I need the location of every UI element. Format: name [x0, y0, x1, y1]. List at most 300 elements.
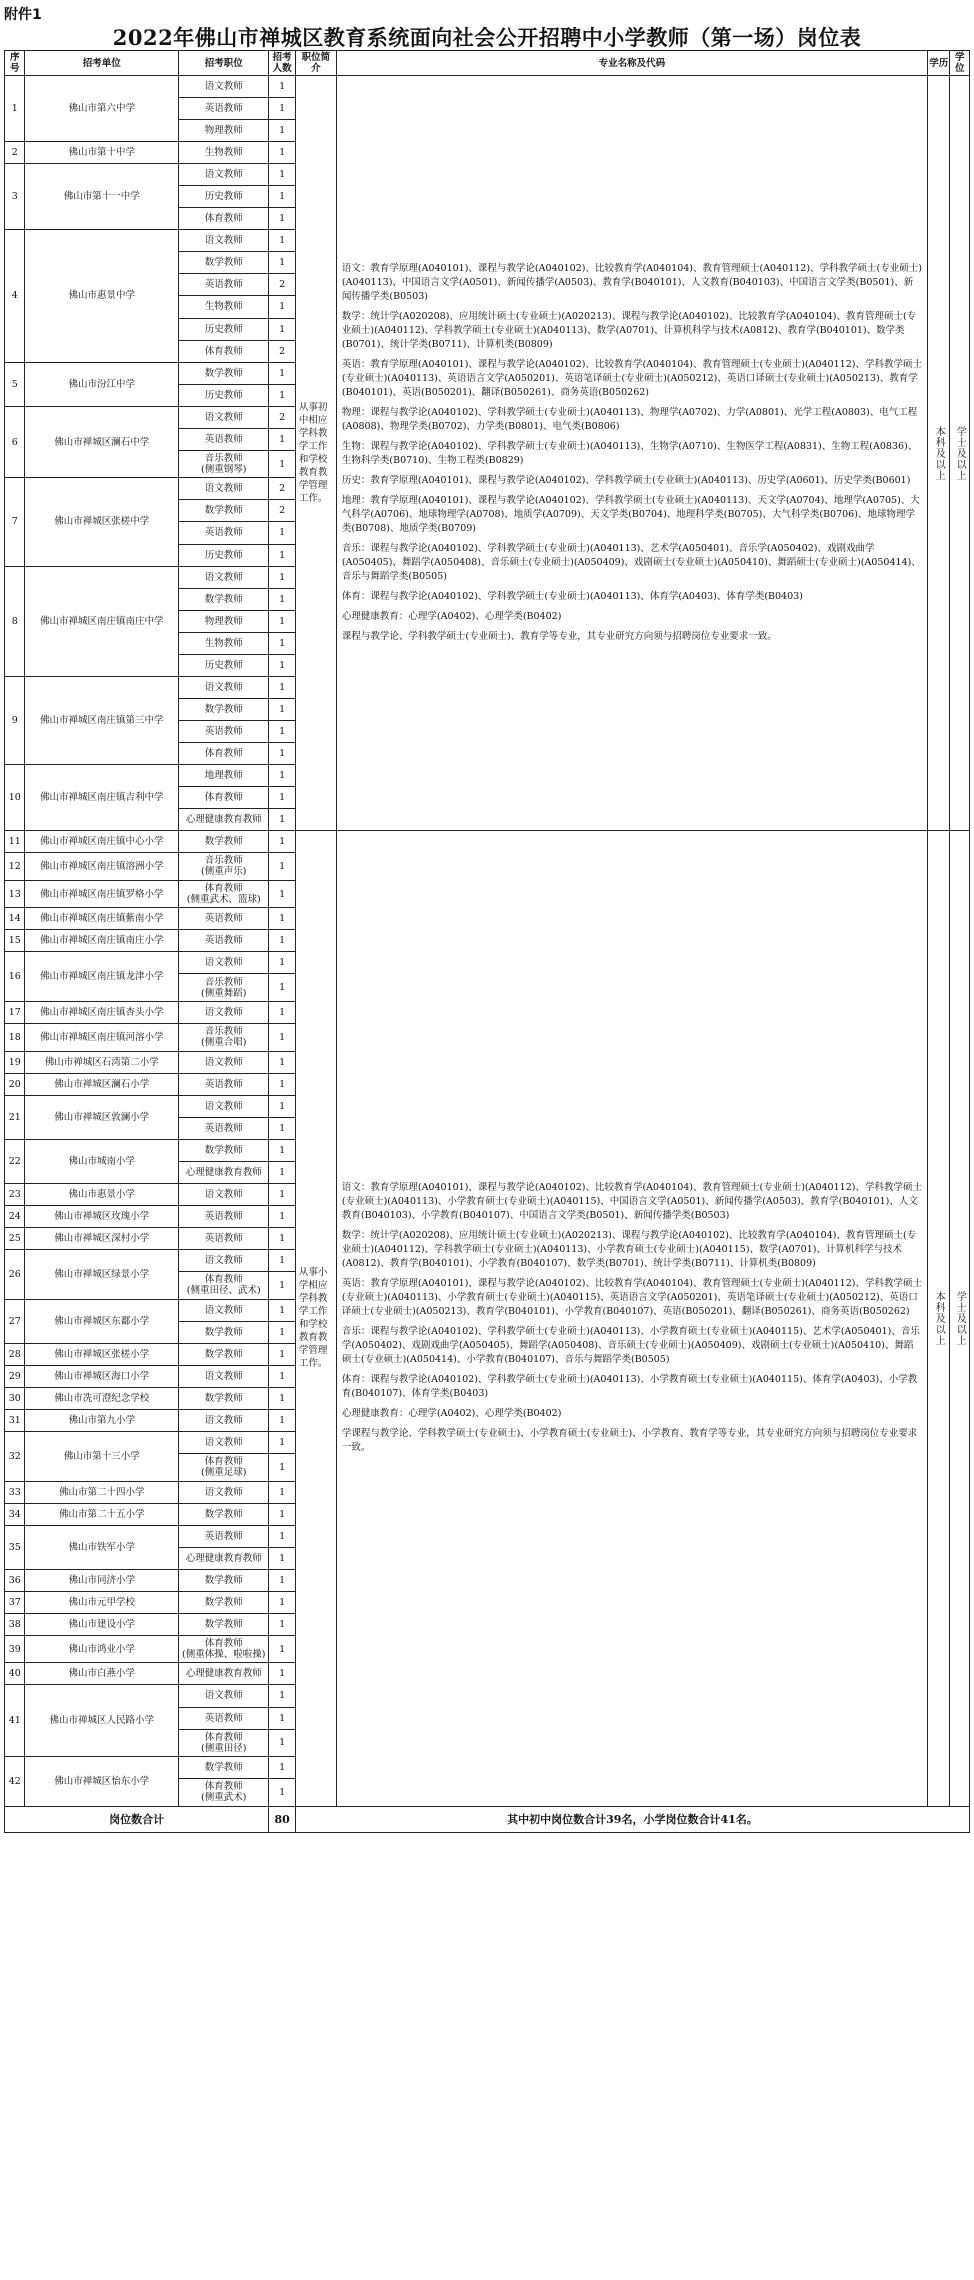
post-name	[179, 1001, 269, 1023]
post-title: 英语教师	[204, 913, 243, 925]
post-count: 1	[269, 1299, 296, 1321]
post-title: 心理健康教育教师	[185, 1166, 262, 1178]
post-count: 1	[269, 1205, 296, 1227]
unit-name: 佛山市元甲学校	[25, 1591, 179, 1613]
requirement-item: 英语：教育学原理(A040101)、课程与教学论(A040102)、比较教育学(A040104)、教育管理硕士(专业硕士)(A040112)、学科教学硕士(专业硕士)(A040113)、小学教育硕士(专业硕士)(A040115)、英语语言文学(A050201)、英语笔译硕士(专业硕士)(A050212)、英语口译硕士(专业硕士)(A050213)、教育学(B040101)、小学教育(B040107)、英语(B050201)、翻译(B050261)、商务英语(B050262)	[341, 1278, 922, 1318]
post-count: 1	[269, 809, 296, 831]
post-count: 1	[269, 1409, 296, 1431]
unit-name: 佛山市冼可澄纪念学校	[25, 1387, 179, 1409]
page-title: 2022年佛山市禅城区教育系统面向社会公开招聘中小学教师（第一场）岗位表	[112, 25, 862, 50]
row-number: 13	[5, 880, 25, 908]
total-count: 80	[269, 1806, 296, 1832]
row-number: 39	[5, 1635, 25, 1663]
post-title: 体育教师	[204, 883, 243, 894]
post-count: 1	[269, 98, 296, 120]
post-title: 数学教师	[204, 1618, 243, 1630]
post-title: 数学教师	[204, 1508, 243, 1520]
row-number: 32	[5, 1431, 25, 1481]
table-header-row	[5, 51, 970, 76]
post-count: 1	[269, 1365, 296, 1387]
row-number: 8	[5, 566, 25, 676]
post-title: 语文教师	[204, 681, 243, 693]
unit-name: 佛山市禅城区南庄镇溶洲小学	[25, 853, 179, 881]
post-title: 英语教师	[204, 1078, 243, 1090]
post-title: 体育教师	[204, 792, 243, 804]
row-number: 16	[5, 952, 25, 1002]
unit-name: 佛山市禅城区南庄镇杏头小学	[25, 1001, 179, 1023]
unit-name: 佛山市禅城区海口小学	[25, 1365, 179, 1387]
header-no: 序号	[5, 51, 25, 76]
header-degree: 学位	[950, 51, 970, 76]
post-name	[179, 1073, 269, 1095]
post-name	[179, 1547, 269, 1569]
row-number: 1	[5, 76, 25, 142]
row-number: 37	[5, 1591, 25, 1613]
unit-name: 佛山市禅城区南庄镇河溶小学	[25, 1024, 179, 1052]
requirement-item: 课程与教学论、学科教学硕士(专业硕士)、教育学等专业，其专业研究方向须与招聘岗位专业要求一致。	[341, 631, 777, 643]
unit-name: 佛山市第二十四小学	[25, 1481, 179, 1503]
header-unit: 招考单位	[25, 51, 179, 76]
unit-name: 佛山市禅城区敦澜小学	[25, 1095, 179, 1139]
post-name	[179, 566, 269, 588]
row-number: 30	[5, 1387, 25, 1409]
degree-level: 学士及以上	[950, 76, 970, 831]
post-name	[179, 522, 269, 544]
total-row	[5, 1806, 970, 1832]
post-title: 音乐教师	[204, 855, 243, 867]
row-number: 12	[5, 853, 25, 881]
post-count: 1	[269, 1073, 296, 1095]
post-count: 1	[269, 1729, 296, 1757]
post-title: 语文教师	[204, 483, 243, 495]
row-number: 25	[5, 1227, 25, 1249]
post-note: (侧重舞蹈)	[201, 987, 247, 999]
post-count: 1	[269, 450, 296, 478]
post-title: 心理健康教育教师	[185, 1668, 262, 1680]
post-name	[179, 296, 269, 318]
requirement-item: 体育：课程与教学论(A040102)、学科教学硕士(专业硕士)(A040113)、小学教育硕士(专业硕士)(A040115)、体育学(A0403)、小学教育(B040107)、体育学类(B0403)	[341, 1374, 918, 1400]
post-name	[179, 1707, 269, 1729]
post-count: 1	[269, 1591, 296, 1613]
post-title: 英语教师	[204, 1210, 243, 1222]
major-requirements	[336, 76, 927, 831]
post-title: 数学教师	[204, 257, 243, 269]
post-count: 1	[269, 1635, 296, 1663]
post-title: 语文教师	[204, 571, 243, 583]
post-name	[179, 230, 269, 252]
post-name	[179, 1591, 269, 1613]
post-title: 英语教师	[204, 935, 243, 947]
post-title: 历史教师	[204, 549, 243, 561]
post-count: 1	[269, 1024, 296, 1052]
post-name	[179, 1481, 269, 1503]
post-note: (侧重武术、篮球)	[186, 894, 261, 905]
post-count: 1	[269, 1387, 296, 1409]
post-count: 1	[269, 1503, 296, 1525]
post-count: 1	[269, 1343, 296, 1365]
post-count: 1	[269, 76, 296, 98]
header-count: 招考人数	[269, 51, 296, 76]
post-name	[179, 1431, 269, 1453]
row-number: 35	[5, 1525, 25, 1569]
post-count: 1	[269, 654, 296, 676]
post-name	[179, 1503, 269, 1525]
unit-name: 佛山市第六中学	[25, 76, 179, 142]
post-name	[179, 76, 269, 98]
requirement-item: 数学：统计学(A020208)、应用统计硕士(专业硕士)(A020213)、课程与教学论(A040102)、比较教育学(A040104)、教育管理硕士(专业硕士)(A040112)、学科教学硕士(专业硕士)(A040113)、数学(A0701)、计算机科学与技术(A0812)、教育学(B040101)、数学类(B0701)、统计学类(B0711)、计算机类(B0809)	[341, 311, 917, 351]
table-body	[5, 76, 970, 1833]
post-title: 物理教师	[204, 125, 243, 137]
post-name	[179, 500, 269, 522]
post-name	[179, 787, 269, 809]
post-title: 心理健康教育教师	[185, 1552, 262, 1564]
post-name	[179, 406, 269, 428]
post-title: 英语教师	[204, 1712, 243, 1724]
post-name	[179, 1095, 269, 1117]
post-title: 体育教师	[204, 213, 243, 225]
post-count: 2	[269, 340, 296, 362]
post-count: 1	[269, 908, 296, 930]
post-title: 语文教师	[204, 169, 243, 181]
unit-name: 佛山市禅城区南庄镇罗格小学	[25, 880, 179, 908]
post-count: 1	[269, 952, 296, 974]
unit-name: 佛山市第十三小学	[25, 1431, 179, 1481]
post-name	[179, 1227, 269, 1249]
row-number: 23	[5, 1183, 25, 1205]
post-count: 1	[269, 1569, 296, 1591]
post-name	[179, 1051, 269, 1073]
post-count: 1	[269, 974, 296, 1002]
post-count: 1	[269, 522, 296, 544]
post-intro: 从事初中相应学科教学工作和学校教育教学管理工作。	[295, 76, 336, 831]
row-number: 6	[5, 406, 25, 478]
row-number: 42	[5, 1757, 25, 1807]
unit-name: 佛山市禅城区张槎小学	[25, 1343, 179, 1365]
post-name	[179, 930, 269, 952]
post-title: 语文教师	[204, 1436, 243, 1448]
unit-name: 佛山市第十中学	[25, 142, 179, 164]
post-title: 音乐教师	[204, 976, 243, 988]
row-number: 7	[5, 478, 25, 566]
post-name	[179, 610, 269, 632]
post-count: 1	[269, 230, 296, 252]
post-count: 1	[269, 1525, 296, 1547]
post-note: (侧重田径)	[201, 1742, 247, 1754]
post-count: 1	[269, 1453, 296, 1481]
unit-name: 佛山市禅城区澜石中学	[25, 406, 179, 478]
post-name	[179, 1250, 269, 1272]
post-count: 1	[269, 588, 296, 610]
post-name	[179, 186, 269, 208]
post-note: (侧重声乐)	[201, 866, 247, 878]
row-number: 26	[5, 1250, 25, 1300]
post-title: 体育教师	[204, 1731, 243, 1743]
row-number: 38	[5, 1613, 25, 1635]
post-name	[179, 362, 269, 384]
post-count: 1	[269, 120, 296, 142]
row-number: 24	[5, 1205, 25, 1227]
post-name	[179, 1525, 269, 1547]
header-post: 招考职位	[179, 51, 269, 76]
unit-name: 佛山市建设小学	[25, 1613, 179, 1635]
post-count: 1	[269, 1183, 296, 1205]
post-name	[179, 809, 269, 831]
requirement-item: 心理健康教育：心理学(A0402)、心理学类(B0402)	[341, 611, 562, 623]
post-count: 1	[269, 1250, 296, 1272]
total-label: 岗位数合计	[5, 1806, 269, 1832]
row-number: 15	[5, 930, 25, 952]
row-number: 21	[5, 1095, 25, 1139]
post-note: (侧重钢琴)	[201, 464, 247, 476]
post-title: 数学教师	[204, 1144, 243, 1156]
unit-name: 佛山市鸿业小学	[25, 1635, 179, 1663]
post-name	[179, 252, 269, 274]
post-count: 1	[269, 720, 296, 742]
post-name	[179, 428, 269, 450]
post-count: 2	[269, 406, 296, 428]
post-title: 体育教师	[204, 747, 243, 759]
post-name	[179, 208, 269, 230]
post-title: 数学教师	[204, 1762, 243, 1774]
post-count: 1	[269, 676, 296, 698]
row-number: 14	[5, 908, 25, 930]
unit-name: 佛山市禅城区玫瑰小学	[25, 1205, 179, 1227]
post-name	[179, 1161, 269, 1183]
unit-name: 佛山市铁军小学	[25, 1525, 179, 1569]
post-name	[179, 98, 269, 120]
post-title: 英语教师	[204, 279, 243, 291]
post-count: 1	[269, 164, 296, 186]
row-number: 19	[5, 1051, 25, 1073]
post-title: 语文教师	[204, 1188, 243, 1200]
unit-name: 佛山市禅城区深村小学	[25, 1227, 179, 1249]
post-count: 1	[269, 742, 296, 764]
post-name	[179, 698, 269, 720]
post-name	[179, 1205, 269, 1227]
post-title: 心理健康教育教师	[185, 814, 262, 826]
post-title: 语文教师	[204, 1100, 243, 1112]
post-name	[179, 384, 269, 406]
post-name	[179, 632, 269, 654]
requirement-item: 语文：教育学原理(A040101)、课程与教学论(A040102)、比较教育学(A040104)、教育管理硕士(A040112)、学科教学硕士(专业硕士)(A040113)、中国语言文学(A0501)、新闻传播学(A0503)、教育学(B040101)、人文教育(B040103)、中国语言文学类(B0501)、新闻传播学类(B0503)	[341, 263, 922, 303]
row-number: 27	[5, 1299, 25, 1343]
post-count: 1	[269, 1547, 296, 1569]
post-name	[179, 831, 269, 853]
post-name	[179, 1365, 269, 1387]
post-name	[179, 1453, 269, 1481]
unit-name: 佛山市禅城区南庄镇中心小学	[25, 831, 179, 853]
post-name	[179, 654, 269, 676]
post-title: 英语教师	[204, 1232, 243, 1244]
post-title: 音乐教师	[204, 453, 243, 465]
post-count: 1	[269, 831, 296, 853]
row-number: 36	[5, 1569, 25, 1591]
post-title: 数学教师	[204, 367, 243, 379]
post-title: 生物教师	[204, 147, 243, 159]
post-name	[179, 318, 269, 340]
post-title: 英语教师	[204, 1530, 243, 1542]
post-name	[179, 1409, 269, 1431]
post-count: 1	[269, 632, 296, 654]
post-name	[179, 1569, 269, 1591]
post-count: 1	[269, 1139, 296, 1161]
post-name	[179, 952, 269, 974]
post-note: (侧重体操、啦啦操)	[182, 1649, 266, 1661]
post-name	[179, 1343, 269, 1365]
post-name	[179, 974, 269, 1002]
post-title: 数学教师	[204, 1392, 243, 1404]
post-count: 1	[269, 1481, 296, 1503]
post-name	[179, 1183, 269, 1205]
post-title: 历史教师	[204, 191, 243, 203]
post-name	[179, 340, 269, 362]
requirement-item: 英语：教育学原理(A040101)、课程与教学论(A040102)、比较教育学(A040104)、教育管理硕士(专业硕士)(A040112)、学科教学硕士(专业硕士)(A040113)、英语语言文学(A050201)、英语笔译硕士(专业硕士)(A050212)、英语口译硕士(专业硕士)(A050213)、教育学(B040101)、英语(B050201)、翻译(B050261)、商务英语(B050262)	[341, 359, 922, 399]
unit-name: 佛山市禅城区南庄镇紫南小学	[25, 908, 179, 930]
post-title: 语文教师	[204, 235, 243, 247]
post-name	[179, 1729, 269, 1757]
post-count: 1	[269, 1001, 296, 1023]
header-edu: 学历	[927, 51, 950, 76]
post-count: 1	[269, 384, 296, 406]
unit-name: 佛山市禅城区南庄镇第三中学	[25, 676, 179, 764]
post-count: 1	[269, 1663, 296, 1685]
unit-name: 佛山市禅城区南庄镇南庄小学	[25, 930, 179, 952]
post-count: 1	[269, 208, 296, 230]
post-title: 历史教师	[204, 389, 243, 401]
row-number: 28	[5, 1343, 25, 1365]
post-name	[179, 142, 269, 164]
requirement-item: 物理：课程与教学论(A040102)、学科教学硕士(专业硕士)(A040113)、物理学(A0702)、力学(A0801)、光学工程(A0803)、电气工程(A0808)、物理学类(B0702)、力学类(B0801)、电气类(B0806)	[341, 407, 918, 433]
row-number: 20	[5, 1073, 25, 1095]
post-title: 数学教师	[204, 593, 243, 605]
post-count: 1	[269, 142, 296, 164]
unit-name: 佛山市惠景中学	[25, 230, 179, 362]
header-intro: 职位简介	[295, 51, 336, 76]
post-name	[179, 1299, 269, 1321]
post-name	[179, 478, 269, 500]
post-title: 地理教师	[204, 769, 243, 781]
post-name	[179, 1117, 269, 1139]
post-title: 英语教师	[204, 725, 243, 737]
post-name	[179, 1779, 269, 1807]
post-count: 1	[269, 1431, 296, 1453]
post-name	[179, 588, 269, 610]
post-count: 1	[269, 1051, 296, 1073]
post-count: 2	[269, 274, 296, 296]
post-count: 1	[269, 1095, 296, 1117]
post-title: 历史教师	[204, 659, 243, 671]
unit-name: 佛山市第二十五小学	[25, 1503, 179, 1525]
post-title: 数学教师	[204, 703, 243, 715]
post-title: 语文教师	[204, 1007, 243, 1018]
requirement-item: 心理健康教育：心理学(A0402)、心理学类(B0402)	[341, 1408, 562, 1420]
post-title: 历史教师	[204, 323, 243, 335]
unit-name: 佛山市禅城区人民路小学	[25, 1685, 179, 1757]
row-number: 11	[5, 831, 25, 853]
education-level: 本科及以上	[927, 831, 950, 1807]
row-number: 4	[5, 230, 25, 362]
post-count: 1	[269, 1707, 296, 1729]
post-name	[179, 720, 269, 742]
table-row	[5, 831, 970, 853]
post-count: 1	[269, 1757, 296, 1779]
requirement-item: 历史：教育学原理(A040101)、课程与教学论(A040102)、学科教学硕士(专业硕士)(A040113)、历史学(A0601)、历史学类(B0601)	[341, 475, 911, 487]
post-title: 体育教师	[204, 1274, 243, 1286]
row-number: 2	[5, 142, 25, 164]
row-number: 17	[5, 1001, 25, 1023]
post-count: 1	[269, 1161, 296, 1183]
unit-name: 佛山市禅城区澜石小学	[25, 1073, 179, 1095]
post-title: 数学教师	[204, 505, 243, 517]
post-title: 语文教师	[204, 1370, 243, 1382]
attachment-label: 附件1	[4, 7, 42, 23]
post-count: 1	[269, 1613, 296, 1635]
row-number: 5	[5, 362, 25, 406]
unit-name: 佛山市禅城区绿景小学	[25, 1250, 179, 1300]
post-name	[179, 1613, 269, 1635]
requirement-item: 语文：教育学原理(A040101)、课程与教学论(A040102)、比较教育学(A040104)、教育管理硕士(专业硕士)(A040112)、学科教学硕士(专业硕士)(A040113)、小学教育硕士(专业硕士)(A040115)、中国语言文学(A0501)、新闻传播学(A0503)、教育学(B040101)、人文教育(B040103)、小学教育(B040107)、中国语言文学类(B0501)、新闻传播学类(B0503)	[341, 1182, 922, 1222]
requirement-item: 音乐：课程与教学论(A040102)、学科教学硕士(专业硕士)(A040113)、艺术学(A050401)、音乐学(A050402)、戏剧戏曲学(A050405)、舞蹈学(A050408)、音乐硕士(专业硕士)(A050409)、戏剧硕士(专业硕士)(A050410)、舞蹈硕士(专业硕士)(A050414)、音乐与舞蹈学类(B0505)	[341, 543, 921, 583]
major-requirements	[336, 831, 927, 1807]
post-count: 1	[269, 880, 296, 908]
unit-name: 佛山市禅城区南庄镇南庄中学	[25, 566, 179, 676]
post-name	[179, 742, 269, 764]
post-name	[179, 853, 269, 881]
row-number: 41	[5, 1685, 25, 1757]
post-name	[179, 544, 269, 566]
post-count: 1	[269, 610, 296, 632]
post-intro: 从事小学相应学科教学工作和学校教育教学管理工作。	[295, 831, 336, 1807]
post-name	[179, 1635, 269, 1663]
post-count: 1	[269, 544, 296, 566]
post-title: 数学教师	[204, 1326, 243, 1338]
post-count: 1	[269, 252, 296, 274]
post-title: 数学教师	[204, 1348, 243, 1360]
total-note: 其中初中岗位数合计39名，小学岗位数合计41名。	[295, 1806, 969, 1832]
post-count: 1	[269, 1117, 296, 1139]
post-count: 1	[269, 1321, 296, 1343]
row-number: 10	[5, 764, 25, 830]
post-count: 1	[269, 318, 296, 340]
unit-name: 佛山市白燕小学	[25, 1663, 179, 1685]
post-count: 2	[269, 500, 296, 522]
unit-name: 佛山市城南小学	[25, 1139, 179, 1183]
post-title: 生物教师	[204, 301, 243, 313]
post-title: 体育教师	[204, 1781, 243, 1793]
post-title: 数学教师	[204, 1574, 243, 1586]
post-title: 英语教师	[204, 103, 243, 115]
post-title: 英语教师	[204, 527, 243, 539]
header-major: 专业名称及代码	[336, 51, 927, 76]
requirement-item: 学课程与教学论、学科教学硕士(专业硕士)、小学教育硕士(专业硕士)、小学教育、教育学等专业，其专业研究方向须与招聘岗位专业要求一致。	[341, 1428, 918, 1454]
requirement-item: 体育：课程与教学论(A040102)、学科教学硕士(专业硕士)(A040113)、体育学(A0403)、体育学类(B0403)	[341, 591, 803, 603]
row-number: 29	[5, 1365, 25, 1387]
degree-level: 学士及以上	[950, 831, 970, 1807]
post-note: (侧重田径、武术)	[186, 1285, 261, 1297]
unit-name: 佛山市惠景小学	[25, 1183, 179, 1205]
post-name	[179, 676, 269, 698]
post-name	[179, 1757, 269, 1779]
unit-name: 佛山市禅城区南庄镇吉利中学	[25, 764, 179, 830]
post-count: 1	[269, 1272, 296, 1300]
post-title: 生物教师	[204, 637, 243, 649]
unit-name: 佛山市禅城区石湾第二小学	[25, 1051, 179, 1073]
unit-name: 佛山市禅城区东鄱小学	[25, 1299, 179, 1343]
post-count: 1	[269, 566, 296, 588]
post-title: 音乐教师	[204, 1026, 243, 1038]
post-count: 1	[269, 764, 296, 786]
post-title: 语文教师	[204, 1486, 243, 1498]
